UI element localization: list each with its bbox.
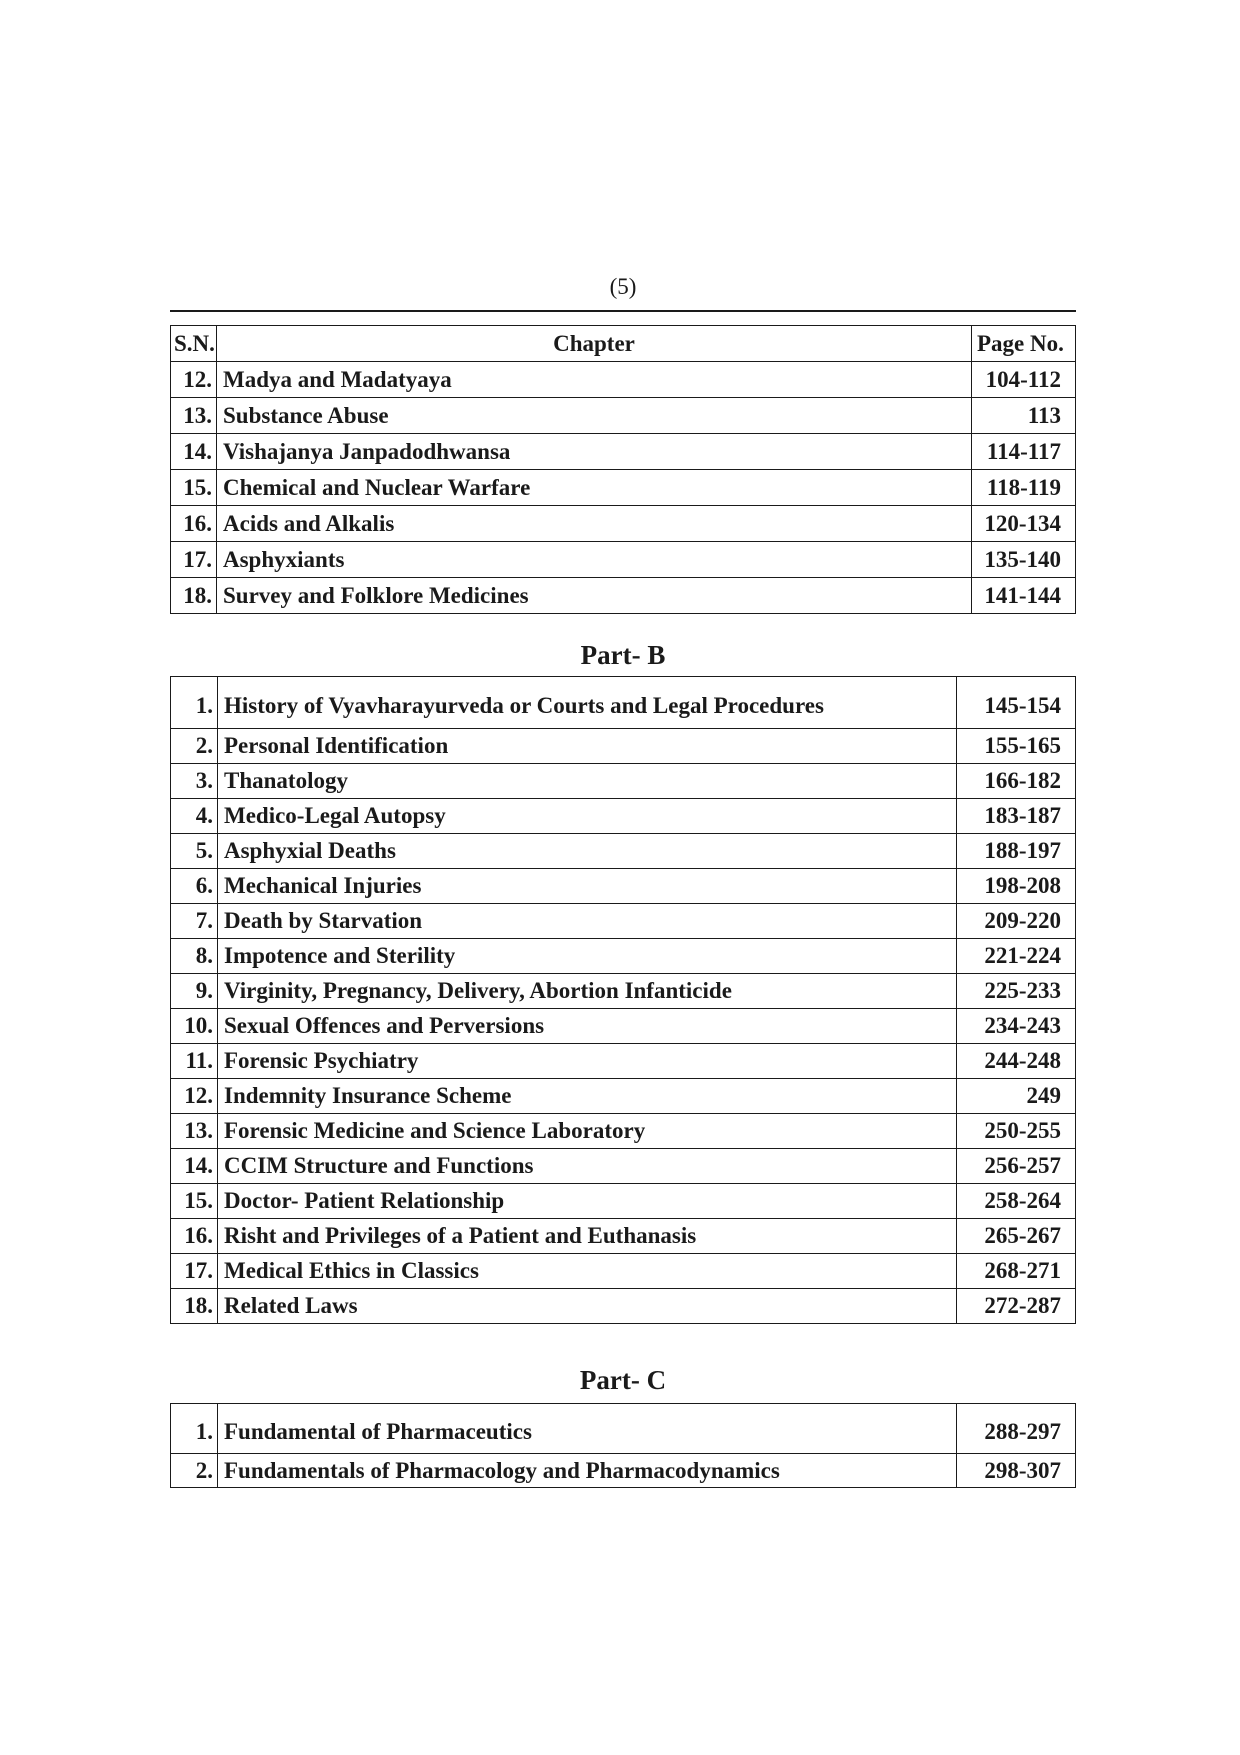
row-pages: 135-140 [972,542,1076,578]
row-sn: 14. [171,1149,218,1184]
row-chapter: Chemical and Nuclear Warfare [217,470,972,506]
table-row [171,799,1076,834]
row-chapter: Fundamentals of Pharmacology and Pharmacodynamics [218,1454,957,1488]
table-row [171,1184,1076,1219]
row-sn: 8. [171,939,218,974]
table-row [171,1289,1076,1324]
row-sn: 2. [171,729,218,764]
row-pages: 120-134 [972,506,1076,542]
toc-header-row [171,326,1076,362]
row-chapter: CCIM Structure and Functions [218,1149,957,1184]
table-row [171,398,1076,434]
row-chapter: Substance Abuse [217,398,972,434]
table-row [171,1079,1076,1114]
row-chapter: Impotence and Sterility [218,939,957,974]
row-sn: 17. [171,1254,218,1289]
row-pages: 209-220 [957,904,1076,939]
table-row [171,1009,1076,1044]
row-pages: 145-154 [957,677,1076,729]
table-row [171,542,1076,578]
row-pages: 141-144 [972,578,1076,614]
row-pages: 244-248 [957,1044,1076,1079]
row-chapter: Forensic Medicine and Science Laboratory [218,1114,957,1149]
row-pages: 268-271 [957,1254,1076,1289]
row-sn: 1. [171,1404,218,1454]
table-row [171,1149,1076,1184]
row-pages: 118-119 [972,470,1076,506]
header-sn: S.N. [171,326,217,362]
row-sn: 9. [171,974,218,1009]
row-pages: 249 [957,1079,1076,1114]
row-pages: 234-243 [957,1009,1076,1044]
row-sn: 11. [171,1044,218,1079]
row-sn: 13. [171,398,217,434]
part-b-heading: Part- B [580,640,666,670]
row-sn: 6. [171,869,218,904]
header-rule [170,310,1076,312]
table-row [171,764,1076,799]
row-chapter: Madya and Madatyaya [217,362,972,398]
row-sn: 16. [171,1219,218,1254]
row-sn: 5. [171,834,218,869]
table-row [171,362,1076,398]
row-pages: 114-117 [972,434,1076,470]
row-sn: 16. [171,506,217,542]
row-sn: 13. [171,1114,218,1149]
row-chapter: Vishajanya Janpadodhwansa [217,434,972,470]
row-pages: 250-255 [957,1114,1076,1149]
row-pages: 258-264 [957,1184,1076,1219]
row-pages: 188-197 [957,834,1076,869]
row-pages: 225-233 [957,974,1076,1009]
row-pages: 298-307 [957,1454,1076,1488]
part-c-heading: Part- C [579,1365,667,1395]
table-row [171,869,1076,904]
page-number: (5) [609,274,637,299]
toc-table-part-a [170,325,1076,614]
row-chapter: Risht and Privileges of a Patient and Euthanasis [218,1219,957,1254]
table-row [171,1044,1076,1079]
row-sn: 3. [171,764,218,799]
row-sn: 2. [171,1454,218,1488]
table-row [171,506,1076,542]
row-sn: 18. [171,1289,218,1324]
table-row [171,974,1076,1009]
table-row [171,904,1076,939]
table-row [171,1254,1076,1289]
table-row [171,1219,1076,1254]
row-pages: 113 [972,398,1076,434]
row-pages: 104-112 [972,362,1076,398]
row-chapter: Indemnity Insurance Scheme [218,1079,957,1114]
row-chapter: Medical Ethics in Classics [218,1254,957,1289]
row-pages: 198-208 [957,869,1076,904]
row-sn: 1. [171,677,218,729]
row-chapter: Survey and Folklore Medicines [217,578,972,614]
row-chapter: History of Vyavharayurveda or Courts and Legal Procedures [218,677,957,729]
row-chapter: Asphyxiants [217,542,972,578]
header-page-no: Page No. [972,326,1076,362]
row-chapter: Personal Identification [218,729,957,764]
row-chapter: Virginity, Pregnancy, Delivery, Abortion Infanticide [218,974,957,1009]
row-chapter: Medico-Legal Autopsy [218,799,957,834]
table-row [171,578,1076,614]
row-sn: 17. [171,542,217,578]
table-row [171,1114,1076,1149]
row-sn: 14. [171,434,217,470]
row-pages: 288-297 [957,1404,1076,1454]
row-sn: 15. [171,1184,218,1219]
row-chapter: Thanatology [218,764,957,799]
row-sn: 12. [171,362,217,398]
row-pages: 221-224 [957,939,1076,974]
row-chapter: Asphyxial Deaths [218,834,957,869]
row-chapter: Acids and Alkalis [217,506,972,542]
row-sn: 15. [171,470,217,506]
row-sn: 7. [171,904,218,939]
toc-table-part-c [170,1403,1076,1488]
table-row [171,1404,1076,1454]
row-chapter: Doctor- Patient Relationship [218,1184,957,1219]
row-sn: 18. [171,578,217,614]
row-chapter: Sexual Offences and Perversions [218,1009,957,1044]
row-pages: 265-267 [957,1219,1076,1254]
table-row [171,729,1076,764]
row-sn: 10. [171,1009,218,1044]
header-chapter: Chapter [217,326,972,362]
row-pages: 256-257 [957,1149,1076,1184]
row-pages: 166-182 [957,764,1076,799]
table-row [171,1454,1076,1488]
row-chapter: Forensic Psychiatry [218,1044,957,1079]
row-pages: 155-165 [957,729,1076,764]
row-pages: 183-187 [957,799,1076,834]
row-chapter: Fundamental of Pharmaceutics [218,1404,957,1454]
row-chapter: Related Laws [218,1289,957,1324]
row-sn: 4. [171,799,218,834]
row-chapter: Death by Starvation [218,904,957,939]
toc-table-part-b [170,676,1076,1324]
table-row [171,470,1076,506]
table-row [171,677,1076,729]
table-row [171,834,1076,869]
row-chapter: Mechanical Injuries [218,869,957,904]
table-row [171,434,1076,470]
row-pages: 272-287 [957,1289,1076,1324]
table-row [171,939,1076,974]
row-sn: 12. [171,1079,218,1114]
